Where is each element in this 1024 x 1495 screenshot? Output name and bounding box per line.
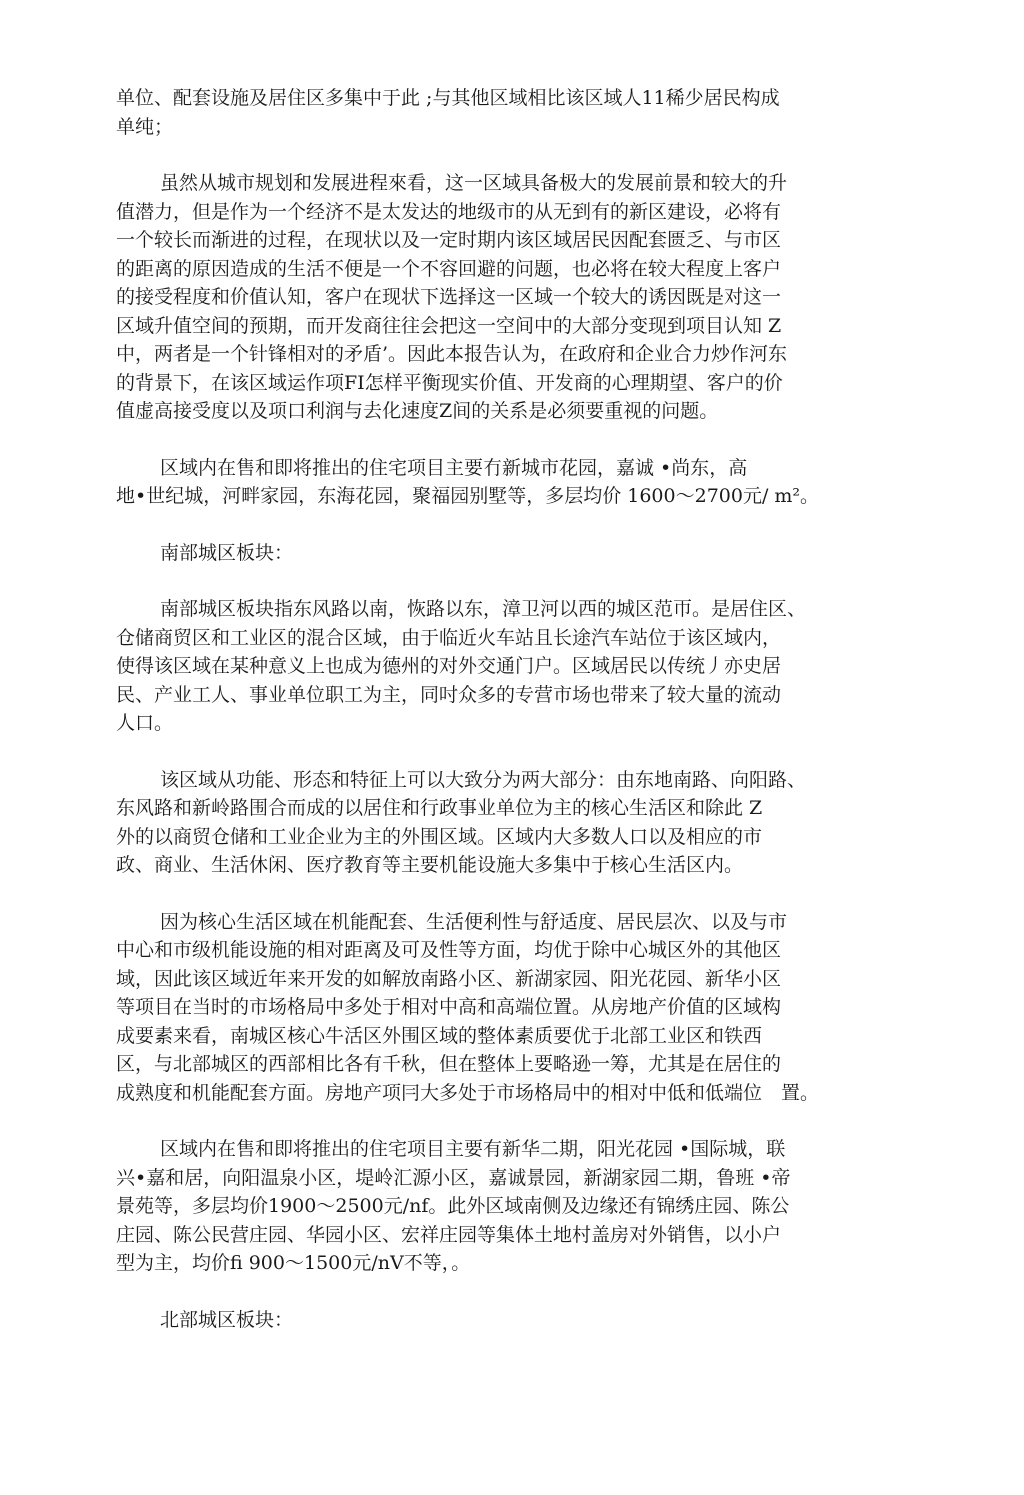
section-heading-south-district: 南部城区板块： xyxy=(160,541,294,564)
paragraph-intro-fragment: 单位、配套设施及居住区多集中于此 ;与其他区域相比该区域人11稀少居民构成 单纯； xyxy=(116,87,780,138)
section-heading-north-district: 北部城区板块： xyxy=(160,1308,294,1331)
document-page xyxy=(116,84,876,1362)
paragraph-south-district-structure: 该区域从功能、形态和特征上可以大致分为两大部分：由东地南路、向阳路、 东风路和新岭路围合而成的以居住和行政事业单位为主的核心生活区和除此 Z 外的以商贸仓储和工业企业为主的外围区域。区域内大多数人口以及相应的市 政、商业、生活休闲、医疗教育等主要机能设施大多集中于核心生活区内。 xyxy=(116,768,807,876)
paragraph-development-potential: 虽然从城市规划和发展进程來看，这一区域具备极大的发展前景和较大的升 值潜力，但是作为一个经济不是太发达的地级市的从无到有的新区建设，必将有 一个较长而渐进的过程，在现状以及一定时期内该区域居民因配套匮乏、与市区 的距离的原因造成的生活不便是一个不容回避的问题，也必将在较大程度上客户 的接受程度和价值认知，客户在现状下选择这一区域一个较大的诱因既是对这一 区域升值空间的预期，而开发商往往会把这一空间中的大部分变现到项目认知 Z 中，两者是一个针锋相对的矛盾’。因此本报告认为，在政府和企业合力炒作河东 的背景下，在该区域运作项FI怎样平衡现实价值、开发商的心理期望、客户的价 值虚高接受度以及项口利润与去化速度Z间的关系是必须要重视的问题。 xyxy=(116,172,788,422)
paragraph-east-projects: 区域内在售和即将推出的住宅项目主要冇新城市花园，嘉诚 •尚东，高 地•世纪城，河畔家园，东海花园，聚福园别墅等，多层均价 1600〜2700元/ m²。 xyxy=(116,456,820,507)
paragraph-south-core-advantages: 因为核心生活区域在机能配套、生活便利性与舒适度、居民层次、以及与市 中心和市级机能设施的相对距离及可及性等方面，均优于除中心城区外的其他区 域，因此该区域近年来开发的如解放南路小区、新湖家园、阳光花园、新华小区 等项目在当时的市场格局中多处于相对中高和高端位置。从房地产价值的区域构 成要素来看，南城区核心牛活区外围区域的整体素质要优于北部工业区和铁西 区，与北部城区的西部相比各有千秋，但在整体上要略逊一筹，尤其是在居住的 成熟度和机能配套方面。房地产项冃大多处于市场格局中的相对中低和低端位 置。 xyxy=(116,910,820,1104)
paragraph-south-district-scope: 南部城区板块指东风路以南，恢路以东，漳卫河以西的城区范帀。是居住区、 仓储商贸区和工业区的混合区域，由于临近火车站且长途汽车站位于该区域内， 使得该区域在某种意义上也成为德州的对外交通门户。区域居民以传统丿亦史居 民、产业工人、事业单位职工为主，同吋众多的专营市场也带来了较大量的流动 人口。 xyxy=(116,598,807,734)
paragraph-south-projects: 区域内在售和即将推出的住宅项目主要有新华二期，阳光花园 •国际城，联 兴•嘉和居，向阳温泉小区，堤岭汇源小区，嘉诚景园，新湖家园二期，鲁班 •帝 景苑等，多层均价1900〜2500元/nf。此外区域南侧及边缘还有锦绣庄园、陈公 庄园、陈公民营庄园、华园小区、宏祥庄园等集体土地村盖房对外销售，以小户 型为主，均价fi 900〜1500元/nV不等，。 xyxy=(116,1138,791,1274)
